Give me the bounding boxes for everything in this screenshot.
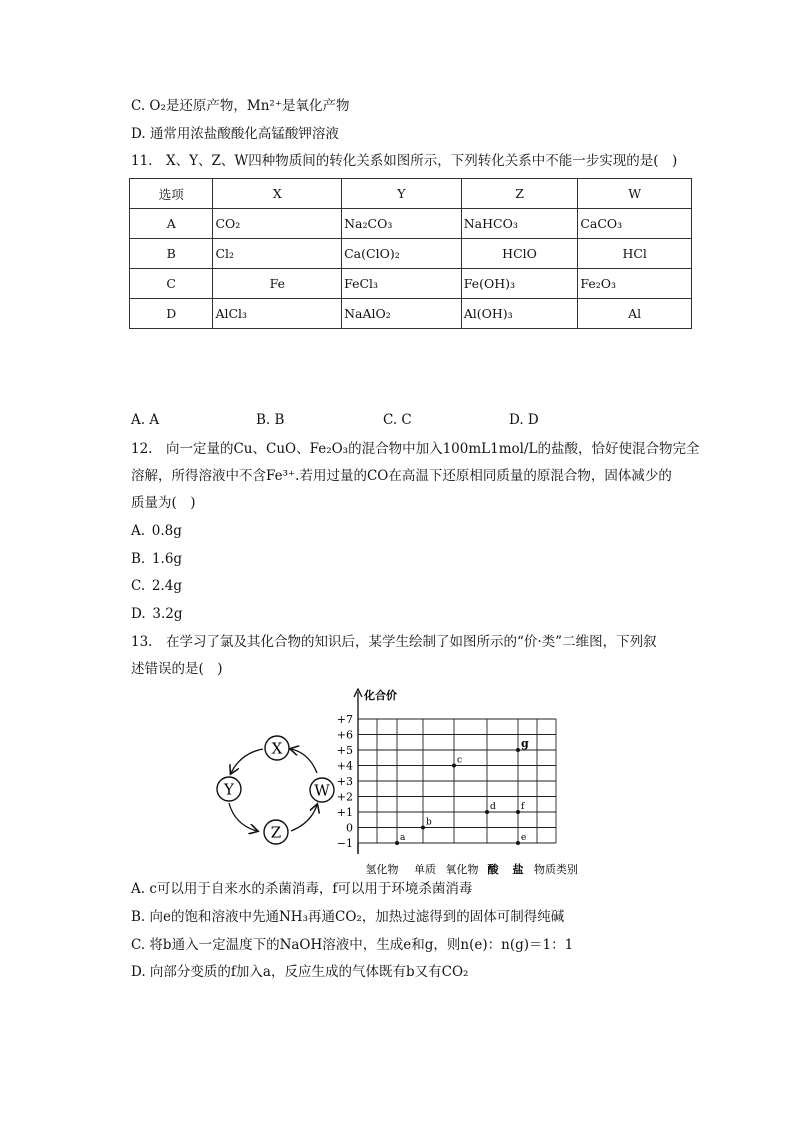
data-label-g: g <box>521 737 529 750</box>
data-label-a: a <box>400 833 406 843</box>
table-cell: CaCO₃ <box>578 209 692 239</box>
table-row <box>130 209 692 239</box>
q13-choice-c[interactable]: C. 将b通入一定温度下的NaOH溶液中，生成e和g，则n(e)：n(g)＝1：1 <box>131 937 574 953</box>
x-tick-labels <box>366 862 524 876</box>
cycle-arrow <box>231 749 263 773</box>
data-points <box>395 737 529 845</box>
q13-choice-b[interactable]: B. 向e的饱和溶液中先通NH₃再通CO₂，加热过滤得到的固体可制得纯碱 <box>131 909 565 925</box>
node-z <box>264 820 288 844</box>
node-w-label: W <box>314 781 330 800</box>
y-tick-label: +5 <box>336 744 353 757</box>
cycle-arrow <box>291 805 317 831</box>
data-label-d: d <box>490 802 496 812</box>
table-cell: HClO <box>461 239 578 269</box>
table-header: W <box>578 179 692 209</box>
q11-choice-d[interactable]: D. D <box>509 412 539 428</box>
data-label-e: e <box>521 833 527 843</box>
q11-choice-b[interactable]: B. B <box>256 412 285 428</box>
data-point-a <box>395 841 399 845</box>
q11-choice-c[interactable]: C. C <box>383 412 412 428</box>
data-label-b: b <box>426 817 432 828</box>
table-header: X <box>213 179 342 209</box>
y-tick-label: 0 <box>346 821 353 835</box>
node-y-label: Y <box>224 780 234 799</box>
table-cell: C <box>130 269 213 299</box>
x-tick-label: 氢化物 <box>365 863 399 876</box>
y-tick-label: +2 <box>336 790 353 804</box>
table-cell: NaAlO₂ <box>342 299 462 329</box>
y-tick-label: +6 <box>336 728 353 742</box>
q12-choice-b[interactable]: B. 1.6g <box>131 551 183 567</box>
q12-stem-line3: 质量为( ) <box>131 495 196 511</box>
table-cell: NaHCO₃ <box>461 209 578 239</box>
table-cell: Na₂CO₃ <box>342 209 462 239</box>
table-header: 选项 <box>130 179 213 209</box>
x-tick-label: 盐 <box>512 863 524 876</box>
y-tick-label: +3 <box>336 775 353 788</box>
y-tick-label: +1 <box>336 806 353 819</box>
y-tick-label: +4 <box>336 759 353 773</box>
q13-stem-line2: 述错误的是( ) <box>131 661 223 677</box>
q12-choice-c[interactable]: C. 2.4g <box>131 578 183 594</box>
node-y <box>217 777 241 801</box>
table-cell: Ca(ClO)₂ <box>342 239 462 269</box>
data-point-b <box>421 826 425 830</box>
cycle-arrow <box>229 803 257 831</box>
q13-choice-d[interactable]: D. 向部分变质的f加入a，反应生成的气体既有b又有CO₂ <box>131 964 469 980</box>
q13-stem-line1: 13. 在学习了氯及其化合物的知识后，某学生绘制了如图所示的“价·类”二维图，下列叙 <box>131 634 657 650</box>
q12-choice-d[interactable]: D. 3.2g <box>131 606 183 622</box>
table-cell: A <box>130 209 213 239</box>
table-cell: AlCl₃ <box>213 299 342 329</box>
cycle-diagram <box>205 725 340 860</box>
valence-class-chart <box>330 686 612 878</box>
y-axis-label: 化合价 <box>364 689 397 702</box>
q11-choice-a[interactable]: A. A <box>131 412 160 428</box>
table-cell: Cl₂ <box>213 239 342 269</box>
q12-choice-a[interactable]: A. 0.8g <box>131 523 182 539</box>
table-cell: Fe(OH)₃ <box>461 269 578 299</box>
data-point-c <box>452 764 456 768</box>
y-tick-label: −1 <box>336 837 353 850</box>
table-cell: Al(OH)₃ <box>461 299 578 329</box>
table-cell: B <box>130 239 213 269</box>
node-z-label: Z <box>270 823 282 842</box>
q11-stem: 11. X、Y、Z、W四种物质间的转化关系如图所示，下列转化关系中不能一步实现的是( ) <box>131 153 678 169</box>
table-cell: HCl <box>578 239 692 269</box>
data-point-f <box>516 810 520 814</box>
data-point-e <box>516 841 520 845</box>
table-cell: FeCl₃ <box>342 269 462 299</box>
x-axis-label: 物质类别 <box>534 863 578 876</box>
table-cell: Fe₂O₃ <box>578 269 692 299</box>
x-tick-label: 单质 <box>414 863 436 876</box>
q11-table <box>129 178 692 329</box>
cycle-arrow <box>291 749 317 773</box>
table-row <box>130 269 692 299</box>
data-label-f: f <box>521 802 525 812</box>
table-header: Z <box>461 179 578 209</box>
node-x-label: X <box>271 739 283 758</box>
table-cell: Al <box>578 299 692 329</box>
x-tick-label: 酸 <box>487 863 499 876</box>
table-header-row <box>130 179 692 209</box>
data-label-c: c <box>457 755 463 766</box>
y-tick-labels <box>337 713 353 850</box>
table-row <box>130 299 692 329</box>
y-tick-label: +7 <box>336 713 353 726</box>
table-cell: CO₂ <box>213 209 342 239</box>
table-cell: Fe <box>213 269 342 299</box>
table-row <box>130 239 692 269</box>
option-c-prev: C. O₂是还原产物，Mn²⁺是氧化产物 <box>131 98 350 114</box>
option-d-prev: D. 通常用浓盐酸酸化高锰酸钾溶液 <box>131 126 339 142</box>
data-point-g <box>516 748 520 752</box>
data-point-d <box>485 810 489 814</box>
table-cell: D <box>130 299 213 329</box>
node-x <box>265 736 289 760</box>
table-header: Y <box>342 179 462 209</box>
x-tick-label: 氧化物 <box>445 863 479 876</box>
q13-choice-a[interactable]: A. c可以用于自来水的杀菌消毒，f可以用于环境杀菌消毒 <box>131 881 473 897</box>
q12-stem-line2: 溶解，所得溶液中不含Fe³⁺.若用过量的CO在高温下还原相同质量的原混合物，固体减少的 <box>131 468 672 484</box>
q12-stem-line1: 12. 向一定量的Cu、CuO、Fe₂O₃的混合物中加入100mL1mol/L的盐酸，恰好使混合物完全 <box>131 441 700 457</box>
